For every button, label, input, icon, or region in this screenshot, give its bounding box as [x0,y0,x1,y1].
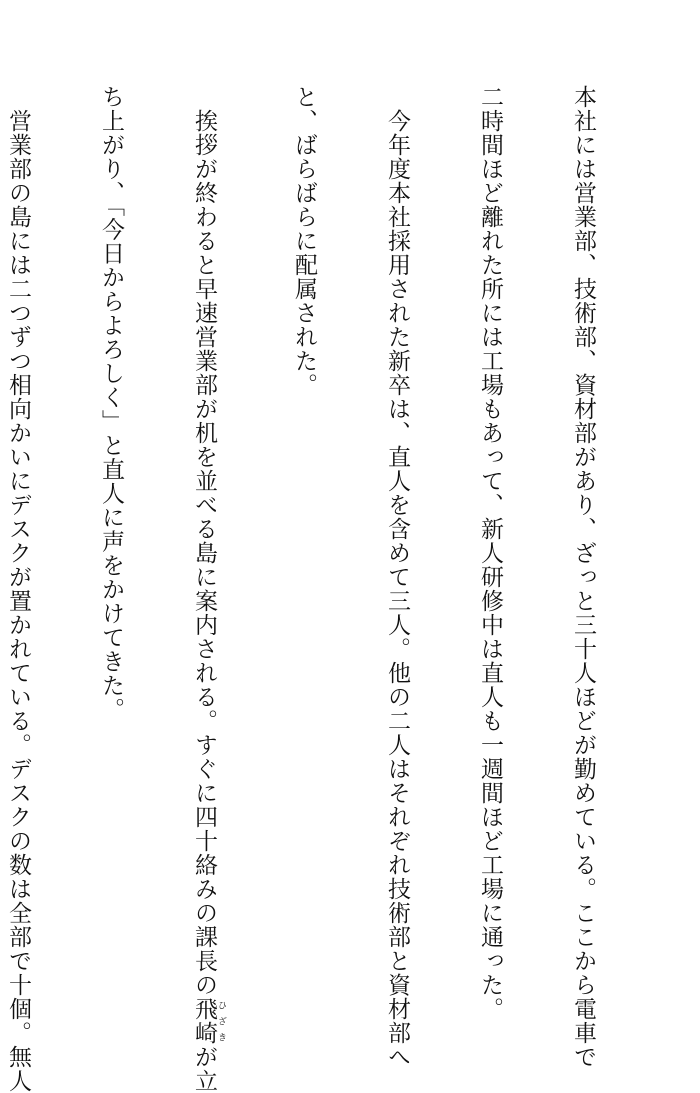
text-line-6: ち上がり、「今日からよろしく」と直人に声をかけてきた。 [98,85,124,722]
vertical-text-body [0,85,660,1093]
text-line-1: 本社には営業部、技術部、資材部があり、ざっと三十人ほどが勤めている。ここから電車で [570,85,596,1069]
ruby-reading: ひざき [216,997,226,1045]
text-line-2: 二時間ほど離れた所には工場もあって、新人研修中は直人も一週間ほど工場に通った。 [477,85,503,1021]
text-line-7: 営業部の島には二つずつ相向かいにデスクが置かれている。デスクの数は全部で十個。無人 [5,85,31,1093]
text-line-5-main: 挨拶が終わると早速営業部が机を並べる島に案内される。すぐに四十絡みの課長の [191,85,217,997]
text-line-3: 今年度本社採用された新卒は、直人を含めて三人。他の二人はそれぞれ技術部と資材部へ [384,85,410,1069]
text-line-5-end: が立 [191,1045,217,1093]
text-line-4: と、ばらばらに配属された。 [291,85,317,397]
ruby-name [191,997,226,1045]
text-line-5 [188,85,226,1093]
ruby-base: 飛崎 [191,997,217,1045]
